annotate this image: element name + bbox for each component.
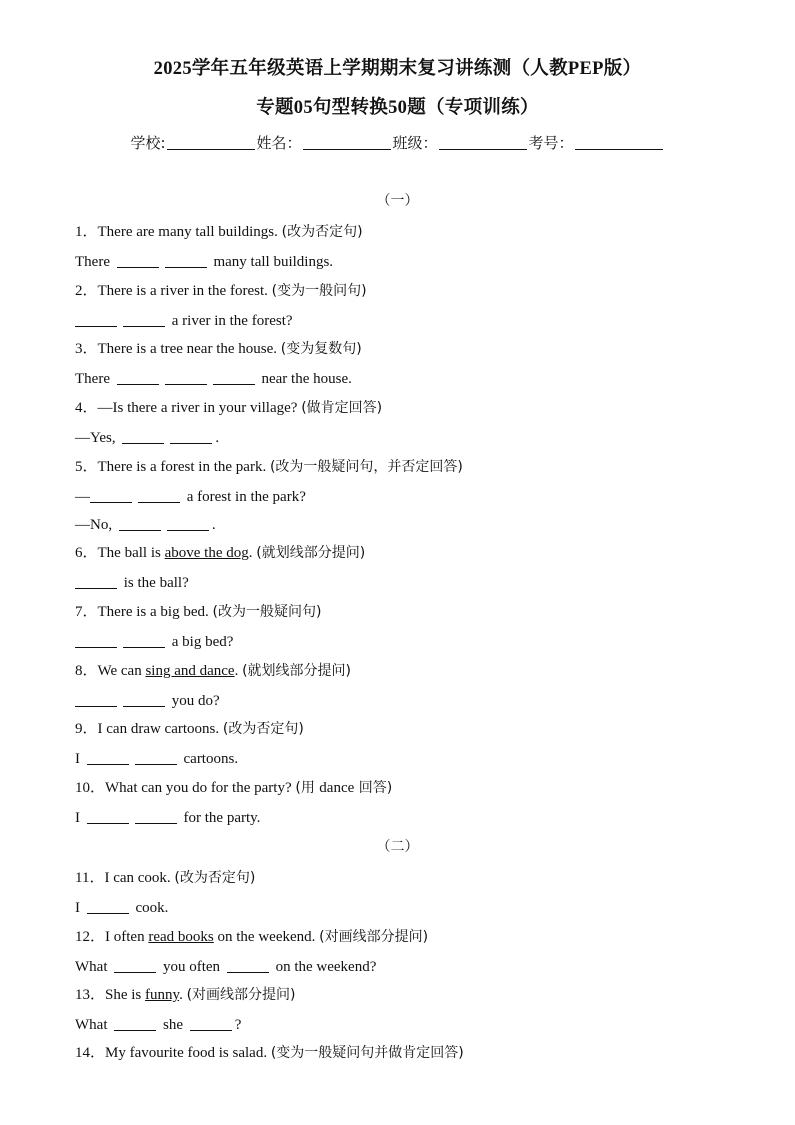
answer-blank[interactable] — [122, 430, 164, 444]
answer-blank[interactable] — [75, 313, 117, 327]
answer-13: What she ? — [75, 1017, 242, 1033]
answer-7: a big bed? — [75, 633, 233, 651]
question-10: 10．What can you do for the party? (用 dance 回答) — [75, 780, 393, 796]
number-field[interactable] — [575, 137, 663, 150]
answer-blank[interactable] — [170, 430, 212, 444]
question-8: 8．We can sing and dance. (就划线部分提问) — [75, 663, 352, 679]
answer-blank[interactable] — [135, 810, 177, 824]
question-6: 6．The ball is above the dog. (就划线部分提问) — [75, 545, 366, 561]
answer-blank[interactable] — [190, 1017, 232, 1031]
answer-blank[interactable] — [123, 634, 165, 648]
answer-blank[interactable] — [114, 959, 156, 973]
question-11: 11．I can cook. (改为否定句) — [75, 870, 256, 886]
answer-1: There many tall buildings. — [75, 254, 334, 270]
answer-2: a river in the forest? — [75, 312, 293, 330]
number-label: 考号： — [528, 134, 574, 152]
answer-blank[interactable] — [123, 313, 165, 327]
answer-12: What you often on the weekend? — [75, 959, 377, 975]
answer-blank[interactable] — [87, 900, 129, 914]
question-3: 3．There is a tree near the house. (变为复数句) — [75, 341, 362, 357]
underlined-phrase: read books — [148, 929, 214, 945]
name-label: 姓名： — [256, 134, 302, 152]
question-14: 14．My favourite food is salad. (变为一般疑问句并做肯定回答) — [75, 1045, 464, 1061]
answer-9: I cartoons. — [75, 751, 239, 767]
section-heading-2: （二） — [376, 839, 419, 855]
section-heading-1: （一） — [376, 193, 419, 209]
document-title: 2025学年五年级英语上学期期末复习讲练测（人教PEP版） — [153, 59, 642, 79]
answer-blank[interactable] — [227, 959, 269, 973]
answer-blank[interactable] — [114, 1017, 156, 1031]
answer-blank[interactable] — [90, 489, 132, 503]
question-5: 5．There is a forest in the park. (改为一般疑问句，并否定回答) — [75, 459, 463, 475]
class-label: 班级： — [392, 134, 438, 152]
answer-blank[interactable] — [165, 254, 207, 268]
answer-blank[interactable] — [117, 254, 159, 268]
question-2: 2．There is a river in the forest. (变为一般问句) — [75, 283, 367, 299]
answer-blank[interactable] — [123, 693, 165, 707]
question-9: 9．I can draw cartoons. (改为否定句) — [75, 721, 304, 737]
class-field[interactable] — [439, 137, 527, 150]
answer-4: —Yes, . — [75, 430, 220, 446]
question-1: 1．There are many tall buildings. (改为否定句) — [75, 224, 363, 240]
question-7: 7．There is a big bed. (改为一般疑问句) — [75, 604, 322, 620]
answer-blank[interactable] — [119, 517, 161, 531]
underlined-phrase: above the dog — [164, 545, 249, 561]
answer-5b: —No, . — [75, 517, 216, 533]
answer-blank[interactable] — [138, 489, 180, 503]
question-4: 4．—Is there a river in your village? (做肯定回答) — [75, 400, 383, 416]
student-info-line — [0, 132, 795, 153]
answer-blank[interactable] — [117, 371, 159, 385]
name-field[interactable] — [303, 137, 391, 150]
underlined-phrase: sing and dance — [145, 663, 235, 679]
question-12: 12．I often read books on the weekend. (对画线部分提问) — [75, 929, 429, 945]
answer-3: There near the house. — [75, 371, 352, 387]
underlined-phrase: funny — [145, 987, 180, 1003]
answer-8: you do? — [75, 692, 220, 710]
answer-blank[interactable] — [75, 575, 117, 589]
answer-10: I for the party. — [75, 810, 261, 826]
answer-blank[interactable] — [165, 371, 207, 385]
document-subtitle: 专题05句型转换50题（专项训练） — [256, 98, 539, 118]
answer-blank[interactable] — [135, 751, 177, 765]
school-label: 学校: — [130, 134, 166, 152]
answer-blank[interactable] — [75, 693, 117, 707]
answer-5a: — a forest in the park? — [75, 489, 306, 505]
answer-blank[interactable] — [87, 810, 129, 824]
school-field[interactable] — [167, 137, 255, 150]
answer-blank[interactable] — [167, 517, 209, 531]
question-13: 13．She is funny. (对画线部分提问) — [75, 987, 296, 1003]
answer-blank[interactable] — [213, 371, 255, 385]
answer-11: I cook. — [75, 900, 169, 916]
answer-blank[interactable] — [87, 751, 129, 765]
answer-blank[interactable] — [75, 634, 117, 648]
answer-6: is the ball? — [75, 574, 189, 592]
